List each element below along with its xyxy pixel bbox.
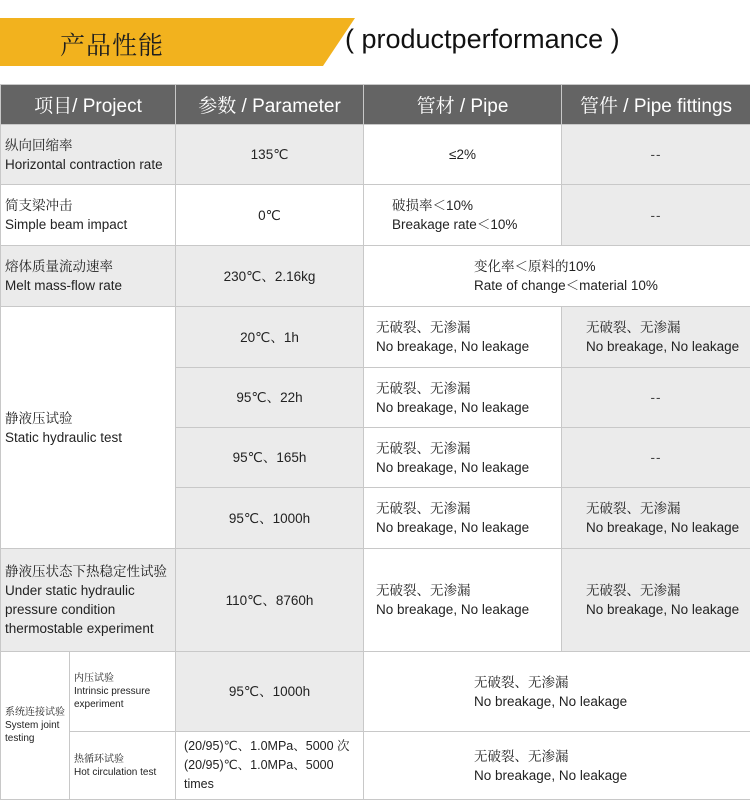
merged-cn: 变化率＜原料的10% (474, 259, 596, 274)
pipe-cn: 破损率＜10% (392, 198, 474, 213)
merged-en: Rate of change＜material 10% (474, 278, 658, 293)
header-pipe: 管材 / Pipe (364, 85, 562, 125)
pipe-en: No breakage, No leakage (376, 520, 530, 535)
result-cn: 无破裂、无渗漏 (474, 674, 569, 690)
result-cn: 无破裂、无渗漏 (474, 748, 569, 764)
table-row (1, 246, 750, 307)
item-en: Horizontal contraction rate (5, 156, 163, 172)
param-cell: 95℃、1000h (176, 652, 364, 732)
fittings-cell (562, 428, 750, 488)
pipe-cn: 无破裂、无渗漏 (376, 501, 471, 516)
fittings-cell (562, 488, 750, 549)
fit-en: No breakage, No leakage (586, 339, 740, 354)
fittings-dash: -- (650, 207, 662, 223)
item-cn: 系统连接试验 (5, 707, 65, 718)
fit-en: No breakage, No leakage (586, 520, 740, 535)
table-row (1, 549, 750, 652)
item-en: Simple beam impact (5, 217, 128, 232)
table-row (1, 185, 750, 246)
item-cell (1, 307, 176, 549)
fittings-dash: -- (650, 390, 662, 405)
param-line-1: (20/95)℃、1.0MPa、5000 次 (184, 739, 350, 753)
fit-cn: 无破裂、无渗漏 (586, 583, 681, 598)
item-cell (1, 185, 176, 246)
item-cell (1, 549, 176, 652)
pipe-en: Breakage rate＜10% (392, 217, 518, 232)
pipe-cell (364, 307, 562, 368)
result-en: No breakage, No leakage (474, 693, 628, 709)
fittings-cell (562, 549, 750, 652)
item-en: Melt mass-flow rate (5, 278, 123, 293)
pipe-cell (364, 549, 562, 652)
performance-table (0, 84, 750, 800)
sub-item-en-1: Hot circulation test (74, 766, 157, 778)
fit-cn: 无破裂、无渗漏 (586, 320, 681, 335)
param-cell: 230℃、2.16kg (176, 246, 364, 307)
pipe-en: No breakage, No leakage (376, 459, 530, 475)
table-row (1, 125, 750, 185)
item-cell (1, 246, 176, 307)
param-cell: 95℃、165h (176, 428, 364, 488)
item-en-1: System joint (5, 720, 60, 731)
param-cell: 0℃ (176, 185, 364, 246)
item-cn: 静液压状态下热稳定性试验 (5, 564, 167, 579)
item-en-1: Under static hydraulic (5, 583, 135, 598)
banner-background (0, 18, 355, 66)
param-cell (176, 732, 364, 800)
sub-item-cn: 热循环试验 (74, 753, 124, 765)
merged-result-cell (364, 732, 750, 800)
item-en-2: testing (5, 733, 35, 744)
item-cn: 纵向回缩率 (5, 137, 73, 153)
item-cn: 静液压试验 (5, 410, 73, 426)
sub-item-cn: 内压试验 (74, 673, 114, 684)
param-cell: 20℃、1h (176, 307, 364, 368)
pipe-cn: 无破裂、无渗漏 (376, 380, 471, 396)
sub-item-en-1: Intrinsic pressure (74, 686, 151, 697)
pipe-cell (364, 428, 562, 488)
param-cell: 135℃ (176, 125, 364, 185)
item-cn: 简支梁冲击 (5, 198, 73, 213)
fittings-cell (562, 185, 750, 246)
pipe-en: No breakage, No leakage (376, 399, 530, 415)
sub-item-en-2: experiment (74, 699, 124, 710)
header-parameter: 参数 / Parameter (176, 85, 364, 125)
table-row (1, 307, 750, 368)
header-fittings: 管件 / Pipe fittings (562, 85, 750, 125)
pipe-cn: 无破裂、无渗漏 (376, 320, 471, 335)
table-header-row (1, 85, 750, 125)
sub-item-cell (70, 652, 176, 732)
item-en-2: pressure condition (5, 602, 116, 617)
merged-result-cell (364, 652, 750, 732)
fit-en: No breakage, No leakage (586, 602, 740, 617)
fittings-cell (562, 307, 750, 368)
fittings-dash: -- (650, 147, 662, 162)
item-cn: 熔体质量流动速率 (5, 259, 113, 274)
pipe-cell (364, 488, 562, 549)
fittings-cell (562, 125, 750, 185)
item-cell (1, 125, 176, 185)
pipe-en: No breakage, No leakage (376, 339, 530, 354)
pipe-cell: ≤2% (364, 125, 562, 185)
param-cell: 95℃、22h (176, 368, 364, 428)
pipe-cell (364, 185, 562, 246)
table-row (1, 652, 750, 732)
banner-subtitle: ( productperformance ) (345, 24, 620, 54)
param-cell: 110℃、8760h (176, 549, 364, 652)
table-row (1, 732, 750, 800)
pipe-cn: 无破裂、无渗漏 (376, 583, 471, 598)
banner-title: 产品性能 (60, 31, 165, 60)
section-banner (0, 18, 355, 66)
pipe-en: No breakage, No leakage (376, 602, 530, 617)
pipe-cell (364, 368, 562, 428)
fit-cn: 无破裂、无渗漏 (586, 501, 681, 516)
merged-result-cell (364, 246, 750, 307)
fittings-dash: -- (650, 450, 662, 465)
item-cell (1, 652, 70, 800)
pipe-cn: 无破裂、无渗漏 (376, 440, 471, 456)
header-project: 项目/ Project (1, 85, 176, 125)
param-line-2: (20/95)℃、1.0MPa、5000 times (184, 758, 334, 791)
param-cell: 95℃、1000h (176, 488, 364, 549)
item-en: Static hydraulic test (5, 429, 123, 445)
fittings-cell (562, 368, 750, 428)
sub-item-cell (70, 732, 176, 800)
result-en: No breakage, No leakage (474, 767, 628, 783)
item-en-3: thermostable experiment (5, 621, 154, 636)
